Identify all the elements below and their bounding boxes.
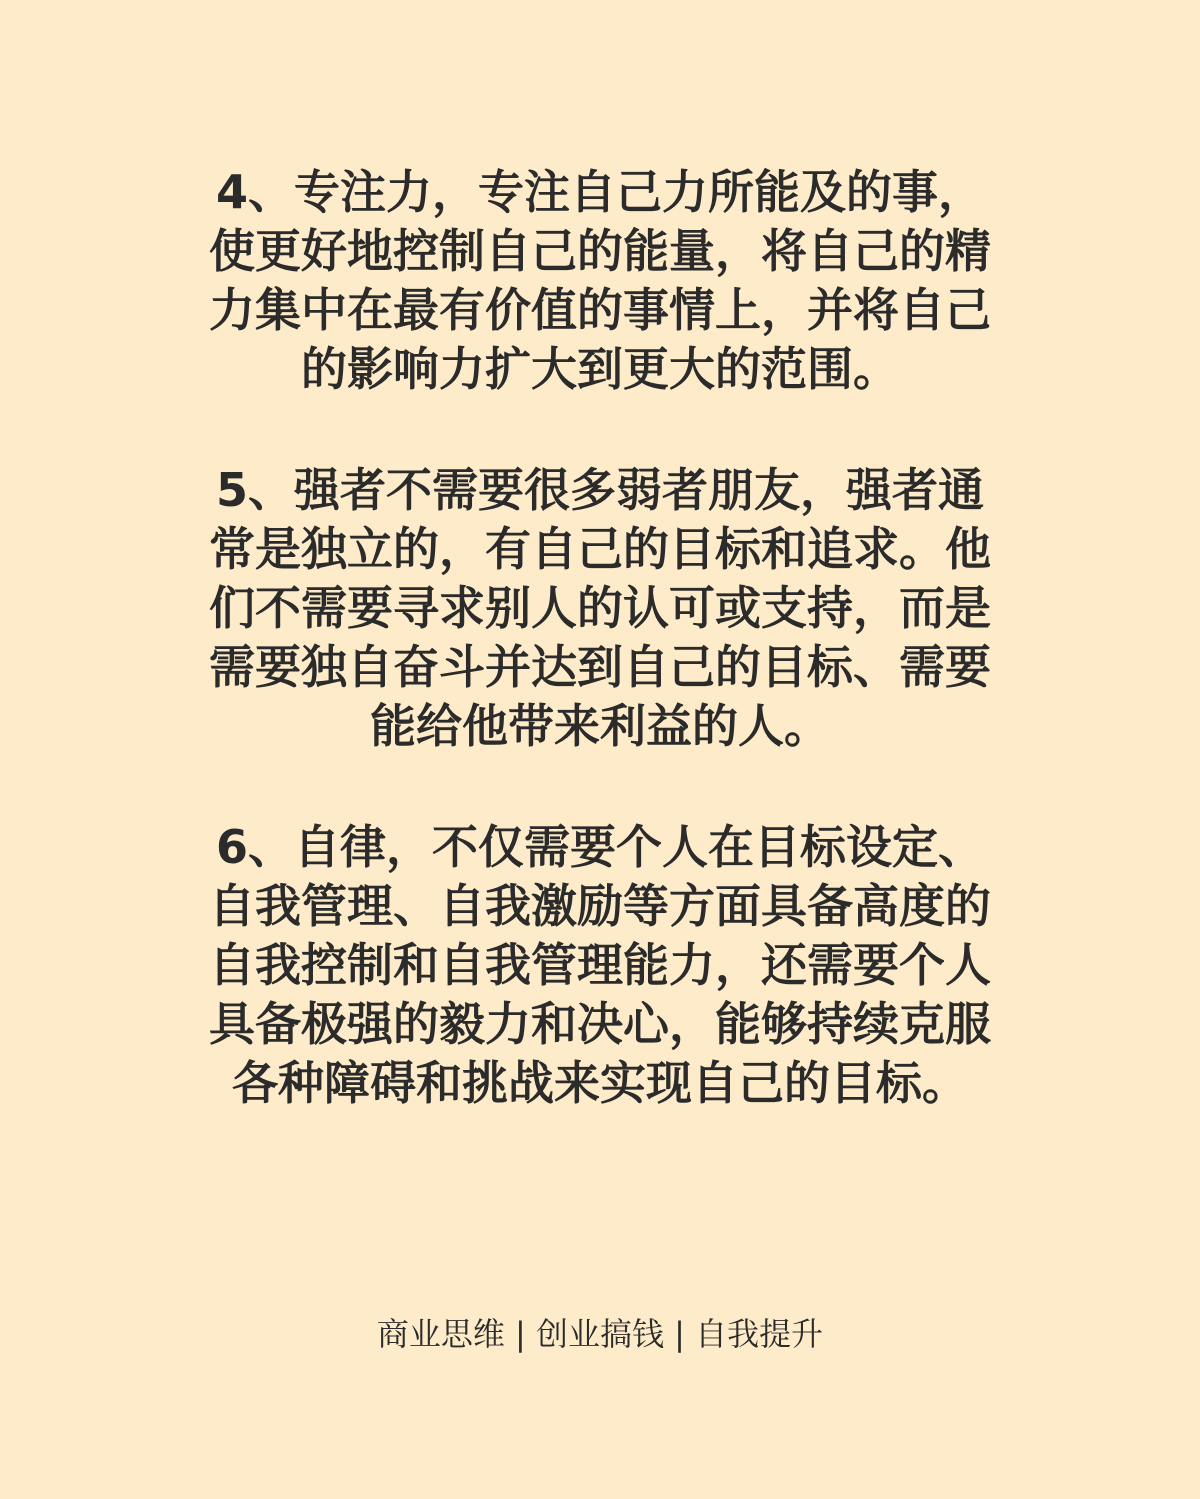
paragraph-line: 使更好地控制自己的能量，将自己的精 — [209, 224, 991, 278]
paragraph-line: 各种障碍和挑战来实现自己的目标。 — [232, 1056, 968, 1110]
paragraph-line: 力集中在最有价值的事情上，并将自己 — [209, 283, 991, 337]
paragraph-line: 自我管理、自我激励等方面具备高度的 — [209, 879, 991, 933]
paragraph-discipline — [190, 818, 1010, 1113]
paragraph-line: 6、自律，不仅需要个人在目标设定、 — [215, 820, 984, 874]
footer-tags: 商业思维 | 创业搞钱 | 自我提升 — [376, 1315, 824, 1353]
paragraph-line: 自我控制和自我管理能力，还需要个人 — [209, 938, 991, 992]
paragraph-line: 5、强者不需要很多弱者朋友，强者通 — [215, 463, 984, 517]
main-content — [190, 163, 1010, 1175]
paragraph-line: 的影响力扩大到更大的范围。 — [301, 342, 899, 396]
paragraph-line: 4、专注力，专注自己力所能及的事， — [215, 165, 984, 219]
paragraph-line: 需要独自奋斗并达到自己的目标、需要 — [209, 640, 991, 694]
paragraph-strong — [190, 461, 1010, 756]
paragraph-line: 具备极强的毅力和决心，能够持续克服 — [209, 997, 991, 1051]
paragraph-focus — [190, 163, 1010, 399]
paragraph-line: 们不需要寻求别人的认可或支持，而是 — [209, 581, 991, 635]
paragraph-line: 常是独立的，有自己的目标和追求。他 — [209, 522, 991, 576]
paragraph-line: 能给他带来利益的人。 — [370, 699, 830, 753]
